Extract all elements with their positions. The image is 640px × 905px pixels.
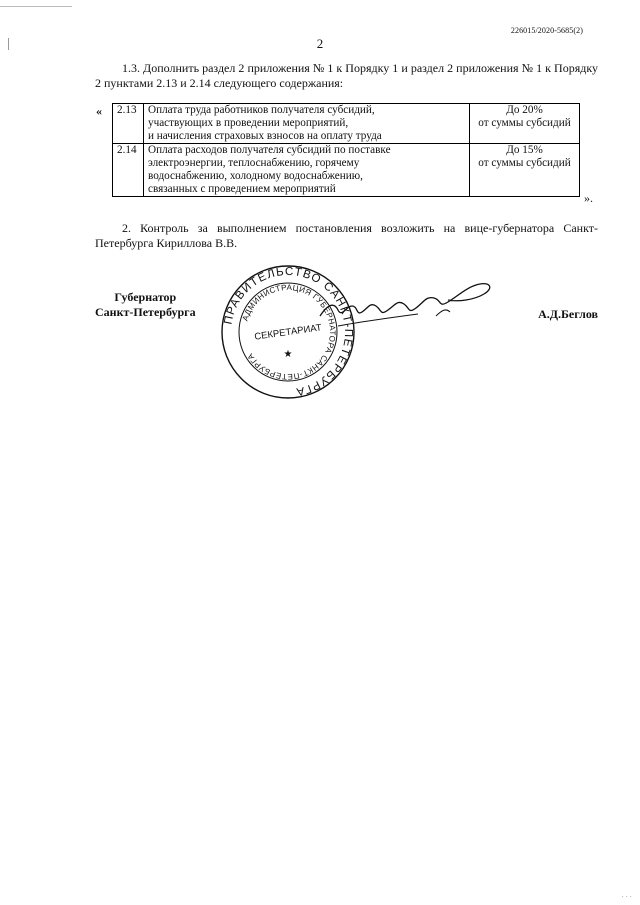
row-limit-percent: До 15% [506,144,543,156]
paragraph-1-text: 1.3. Дополнить раздел 2 приложения № 1 к Порядку 1 и раздел 2 приложения № 1 к Порядку 2 пунктами 2.13 и 2.14 следующего содержания: [95,61,598,90]
row-limit-basis: от суммы субсидий [478,117,571,129]
scan-edge-mark [0,0,72,7]
document-code: 226015/2020-5685(2) [510,26,583,35]
row-description-line: водоснабжению, холодному водоснабжению, [148,170,363,182]
quote-open: « [96,104,102,118]
row-description [144,144,470,197]
paragraph-2 [95,221,598,250]
row-description [144,104,470,144]
row-number: 2.14 [113,144,144,197]
signatory-name: А.Д.Беглов [538,307,598,321]
page-number: 2 [316,36,324,51]
table-row [113,144,580,197]
row-description-line: электроэнергии, теплоснабжению, горячему [148,157,360,169]
row-limit-basis: от суммы субсидий [478,157,571,169]
signatory-title-line: Санкт-Петербурга [95,305,196,319]
paragraph-1 [95,61,598,90]
row-description-line: Оплата расходов получателя субсидий по поставке [148,144,391,156]
stamp-center-text: СЕКРЕТАРИАТ [253,322,323,343]
row-description-line: связанных с проведением мероприятий [148,183,336,195]
paragraph-2-text: 2. Контроль за выполнением постановления возложить на вице-губернатора Санкт-Петербурга Кириллова В.В. [95,221,598,250]
row-number: 2.13 [113,104,144,144]
signatory-title [95,290,196,320]
row-limit-percent: До 20% [506,104,543,116]
signatory-title-line: Губернатор [114,290,177,304]
scan-edge-dots: · · · [621,893,632,901]
row-limit [470,104,580,144]
stamp-star-mark: ★ [283,349,293,360]
row-description-line: и начисления страховых взносов на оплату труда [148,130,382,142]
stamp-outer-text: ПРАВИТЕЛЬСТВО САНКТ-ПЕТЕРБУРГА [222,265,355,398]
quote-close: ». [584,191,593,205]
handwritten-signature [318,276,498,336]
row-limit [470,144,580,197]
additions-table [112,103,580,197]
table-row [113,104,580,144]
row-description-line: Оплата труда работников получателя субсидий, [148,104,375,116]
stamp-inner-text: АДМИНИСТРАЦИЯ ГУБЕРНАТОРА САНКТ-ПЕТЕРБУРГА [240,282,338,382]
row-description-line: участвующих в проведении мероприятий, [148,117,349,129]
